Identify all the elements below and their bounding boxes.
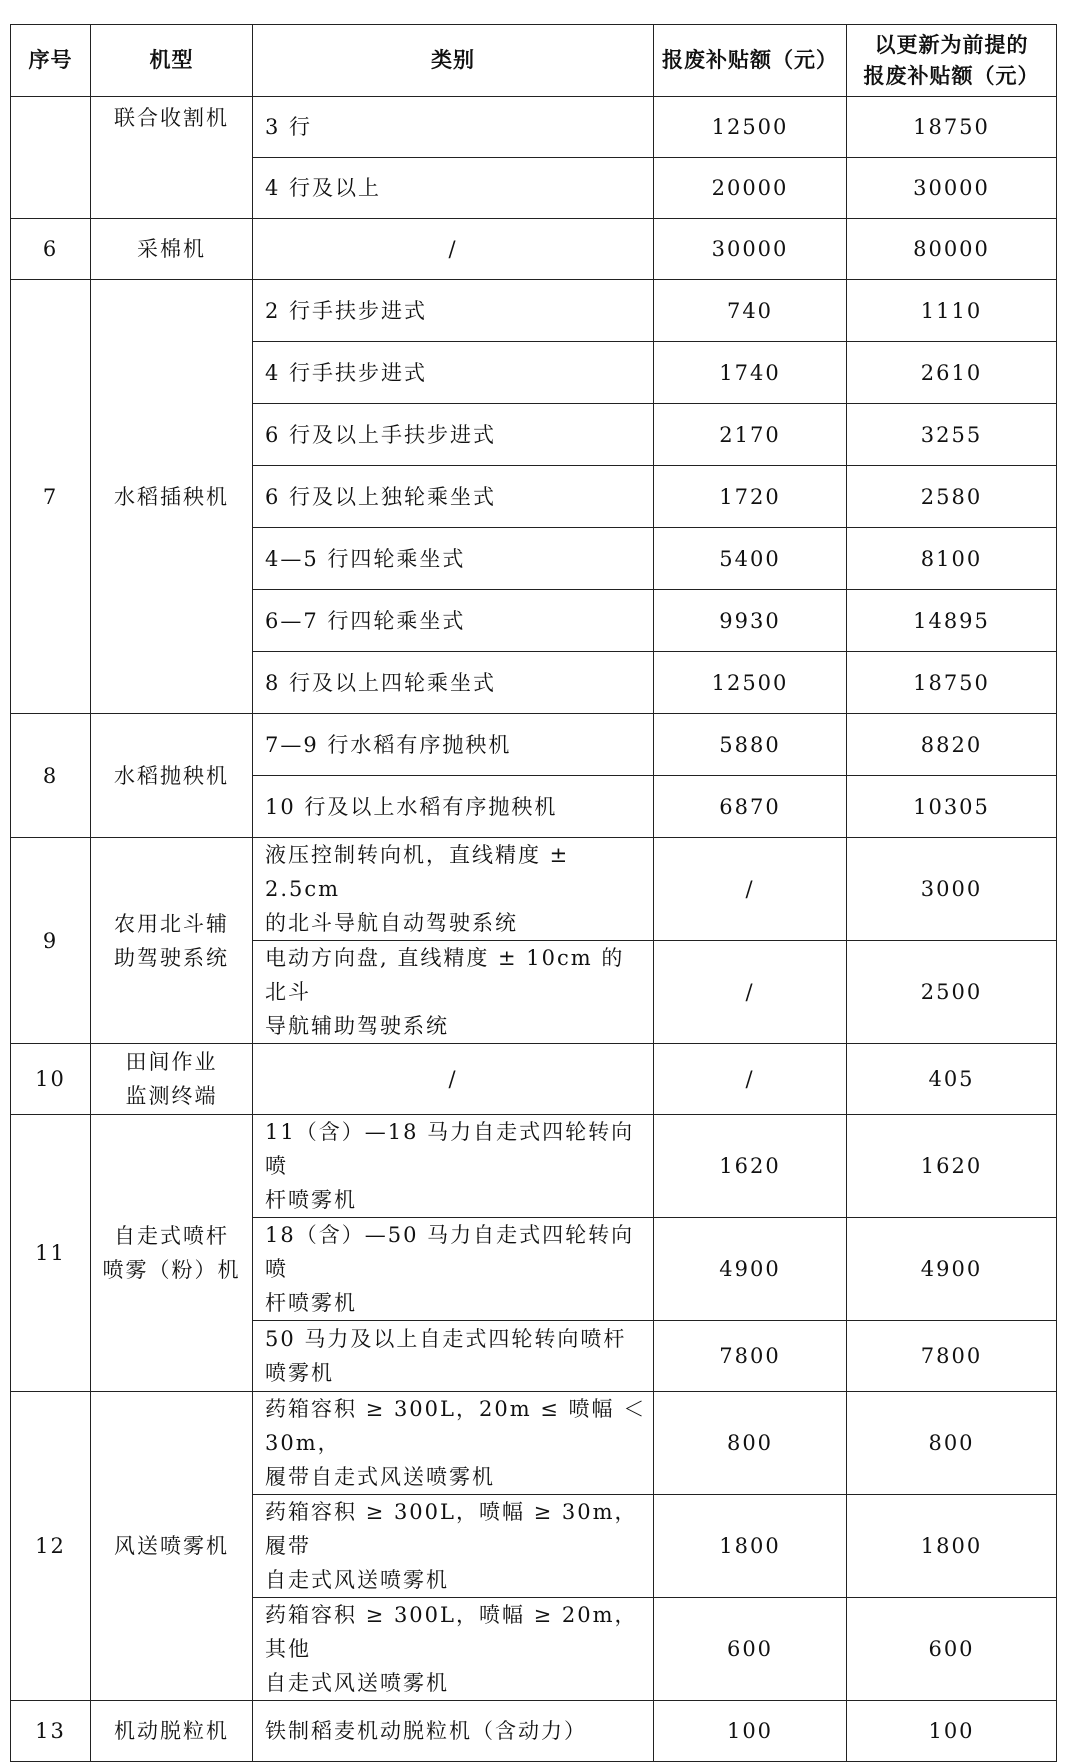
header-model: 机型 (91, 25, 253, 97)
table-row (11, 1044, 1057, 1115)
renew-subsidy-cell: 7800 (847, 1321, 1057, 1392)
seq-cell: 10 (11, 1044, 91, 1115)
category-cell: 4—5 行四轮乘坐式 (253, 528, 654, 590)
subsidy-cell: 5400 (654, 528, 847, 590)
renew-subsidy-cell: 4900 (847, 1218, 1057, 1321)
subsidy-cell: 20000 (654, 158, 847, 219)
category-line: 导航辅助驾驶系统 (265, 1014, 449, 1038)
category-line: 药箱容积 ≥ 300L，喷幅 ≥ 30m，履带 (265, 1500, 638, 1558)
renew-subsidy-cell: 3255 (847, 404, 1057, 466)
model-cell (91, 1044, 253, 1115)
category-line: 液压控制转向机，直线精度 ± 2.5cm (265, 843, 570, 901)
seq-cell: 11 (11, 1115, 91, 1392)
renew-subsidy-cell: 405 (847, 1044, 1057, 1115)
category-line: 18（含）—50 马力自走式四轮转向喷 (265, 1223, 635, 1281)
subsidy-cell: 1720 (654, 466, 847, 528)
subsidy-cell: 740 (654, 280, 847, 342)
renew-subsidy-cell: 8100 (847, 528, 1057, 590)
model-cell (91, 838, 253, 1044)
table-header-row (11, 25, 1057, 97)
subsidy-cell: / (654, 838, 847, 941)
category-cell: 7—9 行水稻有序抛秧机 (253, 714, 654, 776)
category-cell: 4 行手扶步进式 (253, 342, 654, 404)
renew-subsidy-cell: 2500 (847, 941, 1057, 1044)
category-cell (253, 1321, 654, 1392)
renew-subsidy-cell: 18750 (847, 652, 1057, 714)
subsidy-cell: 5880 (654, 714, 847, 776)
category-cell: 4 行及以上 (253, 158, 654, 219)
category-line: 药箱容积 ≥ 300L，20m ≤ 喷幅 ＜ 30m， (265, 1397, 647, 1455)
model-cell: 机动脱粒机 (91, 1701, 253, 1762)
table-row (11, 838, 1057, 941)
subsidy-cell: 12500 (654, 97, 847, 158)
category-cell (253, 1218, 654, 1321)
model-line: 监测终端 (125, 1084, 218, 1108)
model-line: 农用北斗辅 (114, 911, 229, 936)
subsidy-cell: 1740 (654, 342, 847, 404)
seq-cell (11, 97, 91, 219)
model-cell: 联合收割机 (91, 97, 253, 219)
seq-cell: 6 (11, 219, 91, 280)
seq-cell: 7 (11, 280, 91, 714)
renew-subsidy-cell: 18750 (847, 97, 1057, 158)
renew-subsidy-cell: 1800 (847, 1495, 1057, 1598)
model-line: 自走式喷杆 (114, 1224, 229, 1248)
renew-subsidy-cell: 600 (847, 1598, 1057, 1701)
category-line: 电动方向盘, 直线精度 ± 10cm 的北斗 (265, 946, 625, 1004)
model-line: 田间作业 (125, 1050, 218, 1074)
header-seq: 序号 (11, 25, 91, 97)
renew-subsidy-cell: 30000 (847, 158, 1057, 219)
table-row (11, 1701, 1057, 1762)
subsidy-cell: 30000 (654, 219, 847, 280)
seq-cell: 9 (11, 838, 91, 1044)
seq-cell: 8 (11, 714, 91, 838)
model-line: 喷雾（粉）机 (102, 1258, 241, 1282)
category-line: 履带自走式风送喷雾机 (265, 1465, 495, 1489)
category-cell (253, 1495, 654, 1598)
subsidy-cell: 1620 (654, 1115, 847, 1218)
subsidy-cell: 12500 (654, 652, 847, 714)
subsidy-cell: 6870 (654, 776, 847, 838)
table-row (11, 219, 1057, 280)
category-line: 喷雾机 (265, 1361, 334, 1385)
seq-cell: 12 (11, 1392, 91, 1701)
category-cell (253, 1392, 654, 1495)
category-line: 杆喷雾机 (265, 1188, 357, 1212)
subsidy-cell: 2170 (654, 404, 847, 466)
subsidy-cell: 1800 (654, 1495, 847, 1598)
subsidy-cell: 600 (654, 1598, 847, 1701)
category-line: 自走式风送喷雾机 (265, 1671, 449, 1695)
category-cell: 10 行及以上水稻有序抛秧机 (253, 776, 654, 838)
renew-subsidy-cell: 1620 (847, 1115, 1057, 1218)
renew-subsidy-cell: 800 (847, 1392, 1057, 1495)
category-cell: 8 行及以上四轮乘坐式 (253, 652, 654, 714)
category-cell: / (253, 1044, 654, 1115)
renew-subsidy-cell: 2610 (847, 342, 1057, 404)
subsidy-cell: 800 (654, 1392, 847, 1495)
subsidy-cell: 4900 (654, 1218, 847, 1321)
renew-subsidy-cell: 80000 (847, 219, 1057, 280)
model-line: 助驾驶系统 (114, 945, 229, 970)
category-cell: 6 行及以上独轮乘坐式 (253, 466, 654, 528)
table-row (11, 714, 1057, 776)
category-cell: 6 行及以上手扶步进式 (253, 404, 654, 466)
table-row (11, 97, 1057, 158)
renew-subsidy-cell: 100 (847, 1701, 1057, 1762)
category-cell (253, 1115, 654, 1218)
subsidy-table (10, 24, 1057, 1762)
model-cell (91, 1115, 253, 1392)
category-line: 的北斗导航自动驾驶系统 (265, 911, 518, 935)
category-cell: 铁制稻麦机动脱粒机（含动力） (253, 1701, 654, 1762)
renew-subsidy-cell: 3000 (847, 838, 1057, 941)
subsidy-cell: 7800 (654, 1321, 847, 1392)
header-renew-subsidy (847, 25, 1057, 97)
category-line: 11（含）—18 马力自走式四轮转向喷 (265, 1120, 635, 1178)
seq-cell: 13 (11, 1701, 91, 1762)
category-cell: 2 行手扶步进式 (253, 280, 654, 342)
subsidy-cell: 9930 (654, 590, 847, 652)
category-line: 杆喷雾机 (265, 1291, 357, 1315)
renew-subsidy-cell: 8820 (847, 714, 1057, 776)
model-cell: 采棉机 (91, 219, 253, 280)
subsidy-cell: / (654, 1044, 847, 1115)
table-row (11, 280, 1057, 342)
category-line: 药箱容积 ≥ 300L，喷幅 ≥ 20m，其他 (265, 1603, 638, 1661)
category-cell: 3 行 (253, 97, 654, 158)
subsidy-cell: / (654, 941, 847, 1044)
header-subsidy: 报废补贴额（元） (654, 25, 847, 97)
table-row (11, 1392, 1057, 1495)
category-cell (253, 941, 654, 1044)
header-renew-line2: 报废补贴额（元） (863, 63, 1040, 88)
model-cell: 水稻抛秧机 (91, 714, 253, 838)
category-cell (253, 838, 654, 941)
renew-subsidy-cell: 14895 (847, 590, 1057, 652)
renew-subsidy-cell: 2580 (847, 466, 1057, 528)
renew-subsidy-cell: 10305 (847, 776, 1057, 838)
renew-subsidy-cell: 1110 (847, 280, 1057, 342)
category-cell: 6—7 行四轮乘坐式 (253, 590, 654, 652)
table-row (11, 1115, 1057, 1218)
header-renew-line1: 以更新为前提的 (874, 32, 1029, 57)
category-cell (253, 1598, 654, 1701)
category-line: 50 马力及以上自走式四轮转向喷杆 (265, 1327, 627, 1351)
category-line: 自走式风送喷雾机 (265, 1568, 449, 1592)
header-category: 类别 (253, 25, 654, 97)
subsidy-cell: 100 (654, 1701, 847, 1762)
model-cell: 水稻插秧机 (91, 280, 253, 714)
model-cell: 风送喷雾机 (91, 1392, 253, 1701)
category-cell: / (253, 219, 654, 280)
